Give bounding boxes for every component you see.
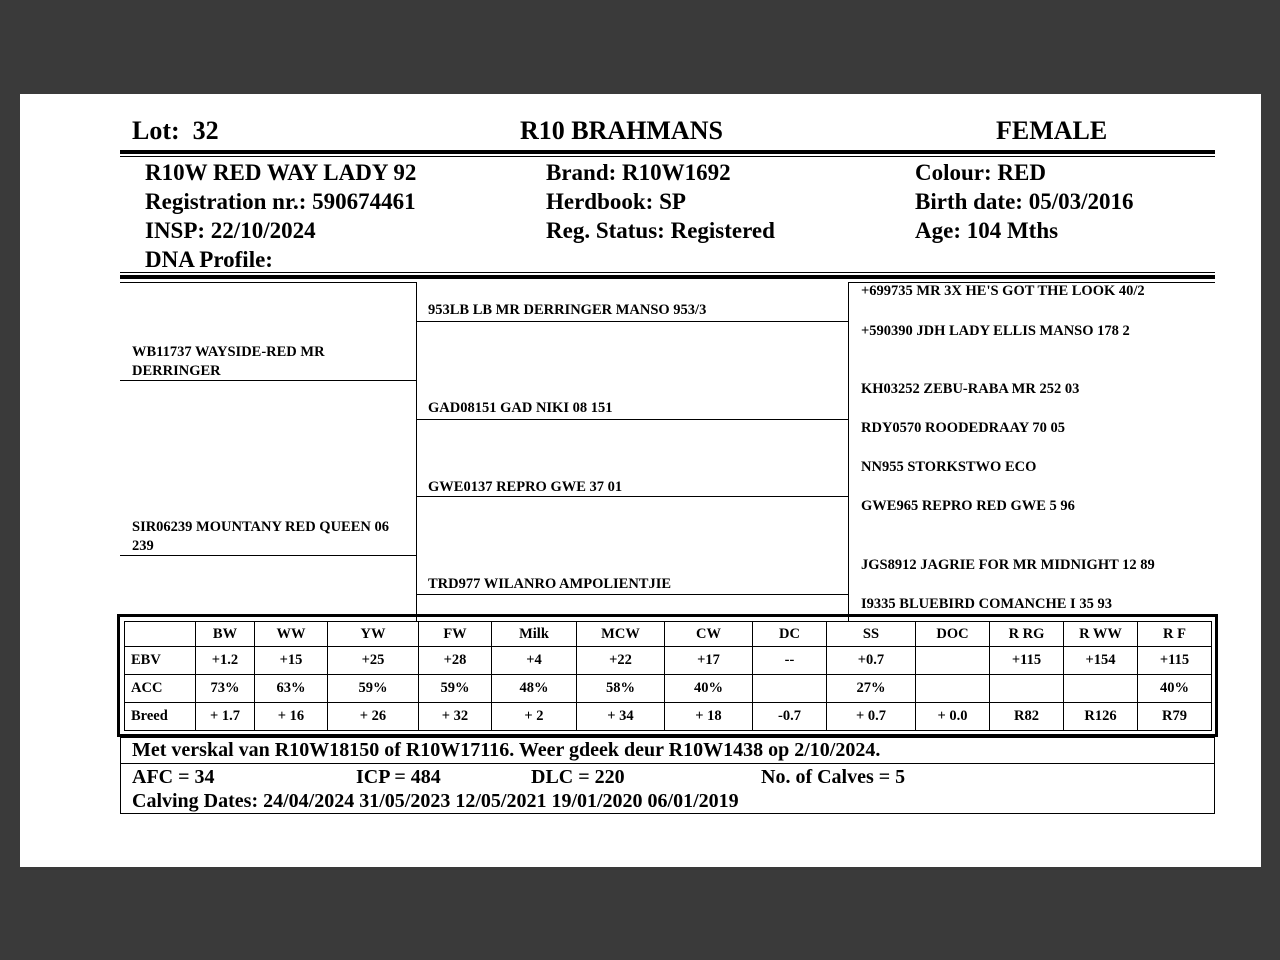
- pedigree-dam: SIR06239 MOUNTANY RED QUEEN 06 239: [132, 519, 389, 554]
- catalogue-page: [20, 94, 1261, 867]
- breed-cell: + 0.0: [916, 703, 990, 731]
- top-rule-thin: [120, 156, 1215, 157]
- acc-cell: 58%: [577, 675, 665, 703]
- acc-cell: 59%: [419, 675, 492, 703]
- breed-cell: + 32: [419, 703, 492, 731]
- colour: Colour: RED: [915, 160, 1046, 185]
- insp-date: INSP: 22/10/2024: [145, 218, 316, 243]
- ebv-header-cell: FW: [419, 622, 492, 647]
- breed-cell: + 16: [255, 703, 328, 731]
- pedigree-dd-sire: JGS8912 JAGRIE FOR MR MIDNIGHT 12 89: [861, 557, 1155, 573]
- ebv-cell: +17: [665, 647, 753, 675]
- ebv-cell: +15: [255, 647, 328, 675]
- ebv-cell: +4: [492, 647, 577, 675]
- breed-cell: + 1.7: [196, 703, 255, 731]
- acc-cell: 73%: [196, 675, 255, 703]
- pedigree-ds-sire: NN955 STORKSTWO ECO: [861, 459, 1037, 475]
- reg-status: Reg. Status: Registered: [546, 218, 775, 243]
- acc-cell: 48%: [492, 675, 577, 703]
- acc-row: [125, 675, 1212, 703]
- ebv-header-cell: SS: [827, 622, 916, 647]
- ebv-row-label: EBV: [125, 647, 196, 675]
- acc-cell: [916, 675, 990, 703]
- brand: Brand: R10W1692: [546, 160, 731, 185]
- pedigree-dam-sire: GWE0137 REPRO GWE 37 01: [428, 479, 623, 495]
- breed-cell: + 34: [577, 703, 665, 731]
- acc-cell: [990, 675, 1064, 703]
- breed-cell: + 0.7: [827, 703, 916, 731]
- pedigree-ss-sire: +699735 MR 3X HE'S GOT THE LOOK 40/2: [861, 283, 1145, 299]
- ebv-header-blank: [125, 622, 196, 647]
- lot-label-text: Lot:: [132, 116, 180, 145]
- ebv-header-cell: R RG: [990, 622, 1064, 647]
- ebv-cell: +154: [1064, 647, 1138, 675]
- pedigree-dam-dam: TRD977 WILANRO AMPOLIENTJIE: [428, 576, 672, 592]
- ebv-header-cell: MCW: [577, 622, 665, 647]
- breed-row: [125, 703, 1212, 731]
- ebv-row: [125, 647, 1212, 675]
- breed-row-label: Breed: [125, 703, 196, 731]
- ebv-cell: +1.2: [196, 647, 255, 675]
- ss-line: [416, 321, 848, 322]
- ebv-header-cell: Milk: [492, 622, 577, 647]
- breed-cell: -0.7: [753, 703, 827, 731]
- breed-cell: R82: [990, 703, 1064, 731]
- ebv-cell: +22: [577, 647, 665, 675]
- breed-cell: + 2: [492, 703, 577, 731]
- icp-value: ICP = 484: [356, 766, 441, 788]
- ebv-cell: [916, 647, 990, 675]
- pedigree-sire-dam: GAD08151 GAD NIKI 08 151: [428, 400, 613, 416]
- dd-line: [416, 594, 848, 595]
- registration-number: Registration nr.: 590674461: [145, 189, 416, 214]
- ebv-cell: +28: [419, 647, 492, 675]
- pedigree-dd-dam: I9335 BLUEBIRD COMANCHE I 35 93: [861, 596, 1112, 612]
- ebv-header-cell: R F: [1138, 622, 1212, 647]
- sex-label: FEMALE: [996, 116, 1108, 145]
- ebv-header-row: [125, 622, 1212, 647]
- pedigree-ss-dam: +590390 JDH LADY ELLIS MANSO 178 2: [861, 323, 1130, 339]
- calving-box: [120, 763, 1215, 814]
- pedigree-sd-sire: KH03252 ZEBU-RABA MR 252 03: [861, 381, 1080, 397]
- afc-value: AFC = 34: [132, 766, 215, 788]
- ebv-header-cell: DOC: [916, 622, 990, 647]
- sd-line: [416, 419, 848, 420]
- pedigree-rule-thin: [120, 272, 1215, 273]
- age: Age: 104 Mths: [915, 218, 1059, 243]
- pedigree-ds-dam: GWE965 REPRO RED GWE 5 96: [861, 498, 1075, 514]
- pedigree-sire: WB11737 WAYSIDE-RED MR DERRINGER: [132, 344, 325, 379]
- remarks-line: Met verskal van R10W18150 of R10W17116. Weer gdeek deur R10W1438 op 2/10/2024.: [120, 737, 1215, 764]
- acc-cell: [753, 675, 827, 703]
- lot-label: [132, 116, 219, 146]
- pedigree-rule: [120, 275, 1215, 279]
- animal-name: R10W RED WAY LADY 92: [145, 160, 417, 185]
- ebv-cell: +0.7: [827, 647, 916, 675]
- dna-profile: DNA Profile:: [145, 247, 273, 272]
- ebv-header-cell: WW: [255, 622, 328, 647]
- pedigree-sire-sire: 953LB LB MR DERRINGER MANSO 953/3: [428, 302, 707, 318]
- ebv-cell: +115: [990, 647, 1064, 675]
- dlc-value: DLC = 220: [531, 766, 625, 788]
- pedigree-rule-left: [120, 282, 416, 283]
- lot-number: 32: [192, 116, 219, 145]
- herd-name: R10 BRAHMANS: [520, 116, 723, 145]
- acc-cell: 63%: [255, 675, 328, 703]
- acc-cell: 27%: [827, 675, 916, 703]
- ebv-header-cell: CW: [665, 622, 753, 647]
- calving-dates: Calving Dates: 24/04/2024 31/05/2023 12/05/2021 19/01/2020 06/01/2019: [132, 790, 739, 812]
- ebv-cell: +25: [328, 647, 419, 675]
- pedigree-sd-dam: RDY0570 ROODEDRAAY 70 05: [861, 420, 1065, 436]
- breed-cell: R79: [1138, 703, 1212, 731]
- pedigree-bracket-2: [848, 282, 849, 622]
- top-rule: [120, 150, 1215, 154]
- acc-cell: 59%: [328, 675, 419, 703]
- pedigree-bracket-1: [416, 282, 417, 622]
- breed-cell: + 26: [328, 703, 419, 731]
- breed-cell: + 18: [665, 703, 753, 731]
- herdbook: Herdbook: SP: [546, 189, 686, 214]
- breed-cell: R126: [1064, 703, 1138, 731]
- ebv-header-cell: BW: [196, 622, 255, 647]
- ebv-header-cell: DC: [753, 622, 827, 647]
- ebv-header-cell: YW: [328, 622, 419, 647]
- acc-cell: 40%: [665, 675, 753, 703]
- ebv-cell: --: [753, 647, 827, 675]
- ebv-header-cell: R WW: [1064, 622, 1138, 647]
- acc-row-label: ACC: [125, 675, 196, 703]
- ds-line: [416, 496, 848, 497]
- acc-cell: [1064, 675, 1138, 703]
- ebv-cell: +115: [1138, 647, 1212, 675]
- calves-count: No. of Calves = 5: [761, 766, 906, 788]
- ebv-table: [124, 621, 1212, 731]
- birth-date: Birth date: 05/03/2016: [915, 189, 1134, 214]
- acc-cell: 40%: [1138, 675, 1212, 703]
